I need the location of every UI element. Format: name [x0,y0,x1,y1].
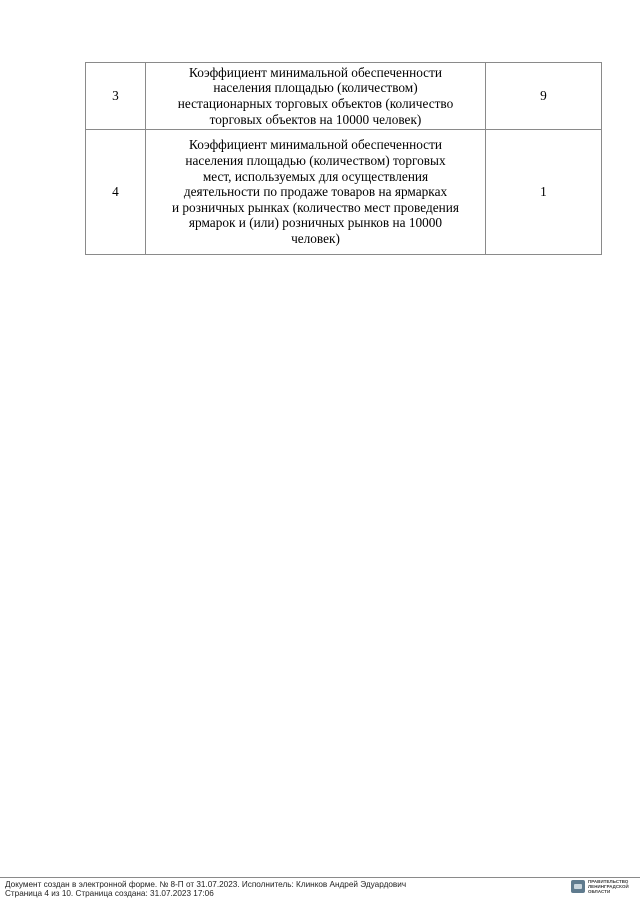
description-line: человек) [291,230,340,246]
description-line: мест, используемых для осуществления [202,168,429,184]
logo-line: ОБЛАСТИ [588,888,611,894]
row-value-cell: 1 [486,130,602,255]
table-row [86,63,602,130]
logo-line: ПРАВИТЕЛЬСТВО [588,879,629,884]
indicators-table [85,62,602,255]
footer-document-info: Документ создан в электронной форме. № 8-П от 31.07.2023. Исполнитель: Клинков Андрей Эдуардович [5,880,407,889]
description-line: Коэффициент минимальной обеспеченности [189,64,442,80]
logo-text [588,880,629,894]
row-value-cell: 9 [486,63,602,130]
description-line: Коэффициент минимальной обеспеченности [189,137,442,153]
row-description-cell [146,130,486,255]
row-number-cell: 4 [86,130,146,255]
government-emblem-icon [571,880,585,893]
table-row [86,130,602,255]
document-footer [5,880,406,898]
description-line: деятельности по продаже товаров на ярмарках [183,184,448,200]
description-line: нестационарных торговых объектов (количество [177,96,454,111]
description-line: торговых объектов на 10000 человек) [209,111,422,127]
description-line: населения площадью (количеством) торговых [185,153,446,169]
description-line: ярмарок и (или) розничных рынков на 10000 [188,215,443,231]
row-number-cell: 3 [86,63,146,130]
footer-divider [0,877,640,878]
description-line: и розничных рынках (количество мест проведения [171,199,460,215]
description-line: населения площадью (количеством) [213,80,418,96]
row-description-cell [146,63,486,130]
government-logo [571,880,629,894]
footer-page-info: Страница 4 из 10. Страница создана: 31.07.2023 17:06 [5,889,214,899]
logo-line: ЛЕНИНГРАДСКОЙ [588,883,629,889]
